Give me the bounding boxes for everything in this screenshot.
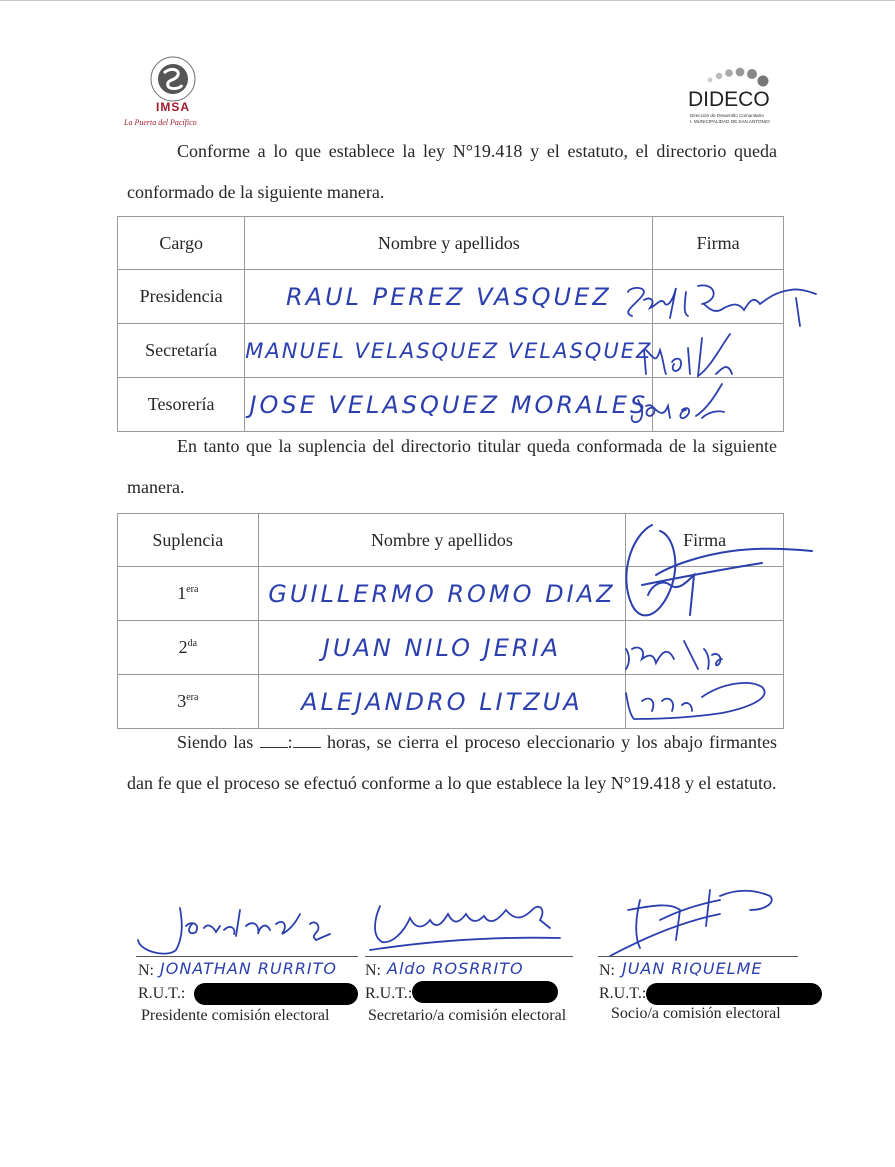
dideco-subtitle-1: Dirección de Desarrollo Comunitario <box>690 113 764 118</box>
redaction-bar <box>412 981 558 1003</box>
imsa-tagline: La Puerta del Pacífico <box>124 118 197 127</box>
handwritten-name: RAUL PEREZ VASQUEZ <box>285 282 612 311</box>
nombre-cell <box>245 378 653 432</box>
rut-label: R.U.T.: <box>365 985 413 1002</box>
signer-role: Presidente comisión electoral <box>141 1007 330 1024</box>
name-label: N: <box>138 962 154 979</box>
handwritten-name: JOSE VELASQUEZ MORALES <box>249 390 649 419</box>
intro-paragraph: Conforme a lo que establece la ley N°19.418 y el estatuto, el directorio queda conformado de la siguiente manera. <box>127 141 777 202</box>
closing-paragraph <box>127 722 777 804</box>
time-separator: : <box>287 732 293 752</box>
minute-blank <box>293 733 321 748</box>
cargo-cell: Presidencia <box>118 270 245 324</box>
handwritten-name: MANUEL VELASQUEZ VELASQUEZ <box>245 338 653 363</box>
imsa-wordmark: IMSA <box>156 100 190 114</box>
header-cargo: Cargo <box>118 217 245 270</box>
signature-line-secretario <box>365 956 573 957</box>
handwritten-signer-name: Aldo ROSRRITO <box>387 959 524 978</box>
redaction-bar <box>646 983 822 1005</box>
handwritten-name: GUILLERMO ROMO DIAZ <box>268 579 616 608</box>
imsa-emblem-icon <box>128 55 218 105</box>
suplencia-number: 2 <box>178 637 188 657</box>
signature-line-socio <box>598 956 798 957</box>
header-nombre: Nombre y apellidos <box>245 217 653 270</box>
name-label: N: <box>599 962 615 979</box>
suplencia-signatures-drawing <box>612 515 822 735</box>
suplencia-paragraph: En tanto que la suplencia del directorio titular queda conformada de la siguiente manera. <box>127 436 777 497</box>
dideco-wordmark: DIDECO <box>688 88 770 111</box>
redaction-bar <box>194 983 358 1005</box>
page-top-border <box>0 0 895 1</box>
suplencia-cell <box>118 675 259 729</box>
signer-role: Secretario/a comisión electoral <box>368 1007 567 1024</box>
closing-text-end: horas, se cierra el proceso eleccionario y los abajo firmantes dan fe que el proceso se efectuó conforme a lo que establece la ley N°19.418 y el estatuto. <box>127 732 778 793</box>
signature-line-presidente <box>136 956 358 957</box>
signer-role: Socio/a comisión electoral <box>611 1005 781 1022</box>
suplencia-cell <box>118 567 259 621</box>
rut-label: R.U.T.: <box>599 985 647 1002</box>
suplencia-cell <box>118 621 259 675</box>
commission-signatures-drawing <box>120 880 800 960</box>
nombre-cell <box>245 270 653 324</box>
closing-text-start: Siendo las <box>177 732 254 752</box>
suplencia-ordinal: era <box>186 584 199 595</box>
header-nombre: Nombre y apellidos <box>258 514 626 567</box>
nombre-cell <box>258 621 626 675</box>
hour-blank <box>260 733 288 748</box>
handwritten-signer-name: JUAN RIQUELME <box>622 959 763 978</box>
suplencia-ordinal: era <box>186 692 199 703</box>
suplencia-number: 1 <box>177 583 187 603</box>
handwritten-signer-name: JONATHAN RURRITO <box>160 959 338 978</box>
directorio-signatures-drawing <box>620 278 820 438</box>
dideco-subtitle-2: I. MUNICIPALIDAD DE SAN ANTONIO <box>690 119 770 124</box>
header-suplencia: Suplencia <box>118 514 259 567</box>
nombre-cell <box>258 675 626 729</box>
suplencia-number: 3 <box>177 691 187 711</box>
imsa-logo <box>124 55 218 135</box>
nombre-cell <box>258 567 626 621</box>
cargo-cell: Tesorería <box>118 378 245 432</box>
dideco-dots-icon <box>688 64 778 90</box>
handwritten-name: ALEJANDRO LITZUA <box>301 687 583 716</box>
dideco-logo <box>688 64 778 126</box>
suplencia-ordinal: da <box>187 638 198 649</box>
rut-label: R.U.T.: <box>138 985 186 1002</box>
cargo-cell: Secretaría <box>118 324 245 378</box>
name-label: N: <box>365 962 381 979</box>
header-firma: Firma <box>626 514 784 567</box>
table-header-row <box>118 217 784 270</box>
handwritten-name: JUAN NILO JERIA <box>322 633 562 662</box>
header-firma: Firma <box>653 217 784 270</box>
nombre-cell <box>245 324 653 378</box>
